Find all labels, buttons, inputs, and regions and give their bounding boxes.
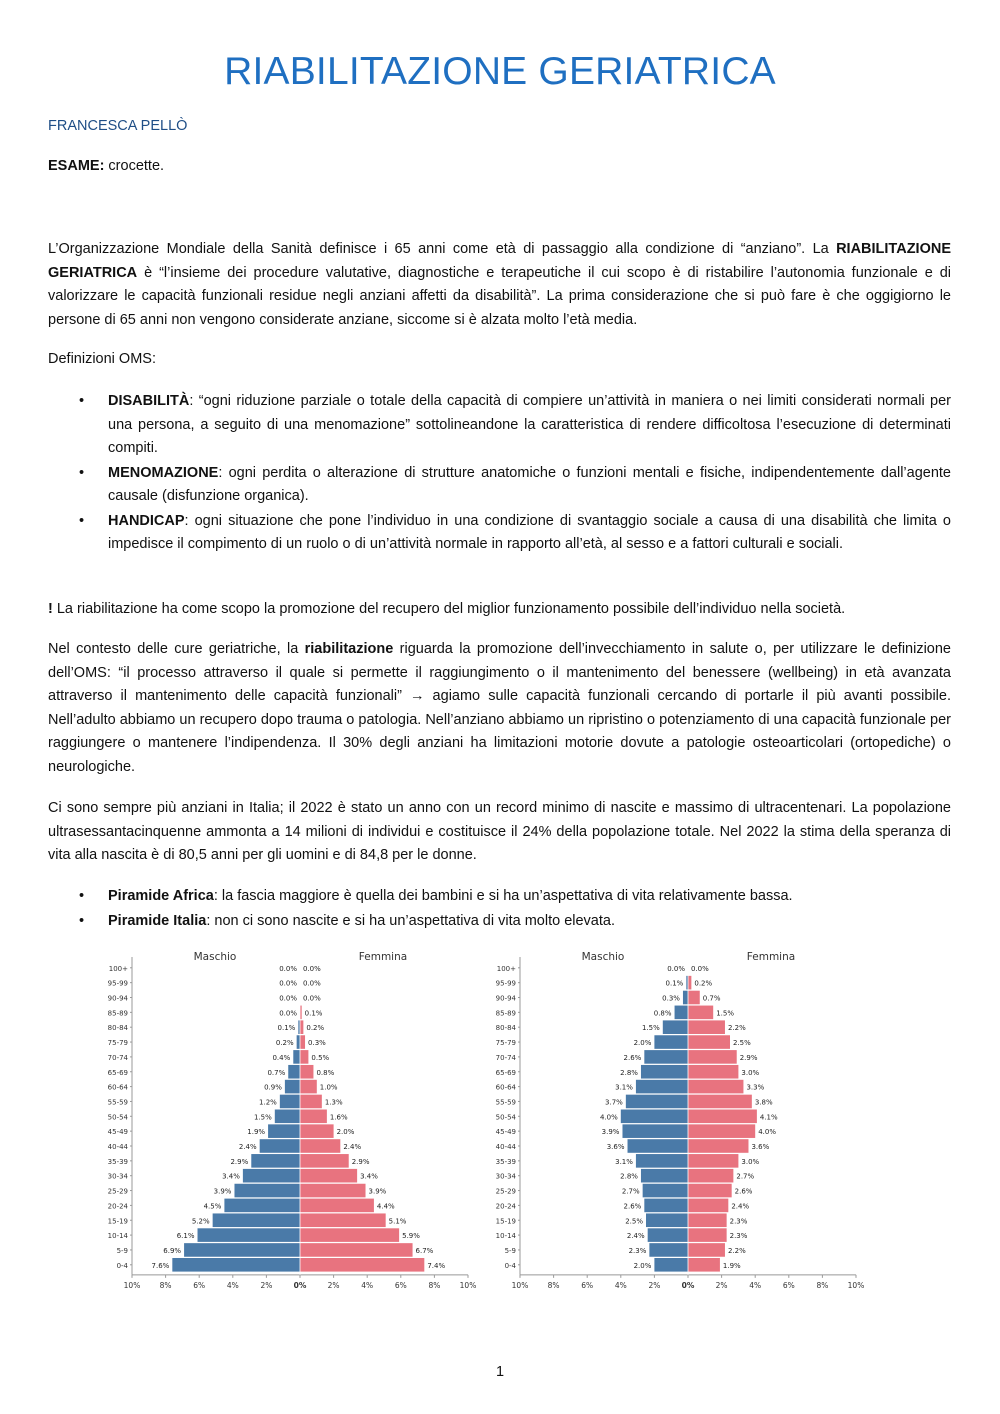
age-tick-label: 5-9 bbox=[504, 1246, 516, 1255]
female-bar bbox=[688, 1169, 733, 1183]
male-value-label: 0.0% bbox=[279, 994, 297, 1003]
male-bar bbox=[648, 1228, 688, 1242]
female-bar bbox=[688, 991, 700, 1005]
female-value-label: 2.5% bbox=[733, 1039, 751, 1048]
female-value-label: 2.3% bbox=[729, 1232, 748, 1241]
male-value-label: 2.5% bbox=[625, 1217, 643, 1226]
female-value-label: 0.0% bbox=[691, 964, 709, 973]
female-value-label: 4.1% bbox=[759, 1113, 778, 1122]
definition-term: DISABILITÀ bbox=[108, 393, 190, 409]
female-value-label: 3.8% bbox=[754, 1098, 773, 1107]
female-bar bbox=[688, 1006, 713, 1020]
female-value-label: 3.3% bbox=[746, 1083, 765, 1092]
female-value-label: 3.6% bbox=[751, 1143, 770, 1151]
male-value-label: 4.5% bbox=[203, 1202, 222, 1211]
context-text-1: Nel contesto delle cure geriatriche, la bbox=[48, 641, 305, 657]
age-tick-label: 45-49 bbox=[495, 1128, 516, 1137]
bullet-icon: • bbox=[79, 464, 85, 481]
x-tick-label: 6% bbox=[581, 1280, 594, 1290]
bullet-icon: • bbox=[79, 512, 85, 529]
age-tick-label: 0-4 bbox=[504, 1261, 516, 1270]
female-value-label: 0.1% bbox=[304, 1009, 323, 1018]
note-text: La riabilitazione ha come scopo la promozione del recupero del miglior funzionamento possibile dell’individuo nella società. bbox=[52, 601, 846, 617]
age-tick-label: 25-29 bbox=[107, 1187, 128, 1196]
x-tick-label: 6% bbox=[394, 1280, 407, 1290]
pyramid-item bbox=[48, 910, 951, 934]
female-value-label: 2.2% bbox=[727, 1246, 746, 1255]
legend-male-label: Maschio bbox=[193, 951, 237, 963]
definitions-list bbox=[48, 390, 951, 558]
male-bar bbox=[626, 1095, 688, 1109]
age-tick-label: 50-54 bbox=[495, 1113, 516, 1122]
female-value-label: 1.0% bbox=[319, 1083, 338, 1092]
bullet-icon: • bbox=[79, 912, 85, 929]
male-bar bbox=[224, 1199, 300, 1213]
x-tick-label: 6% bbox=[193, 1280, 206, 1290]
male-value-label: 2.0% bbox=[633, 1039, 652, 1048]
female-value-label: 3.0% bbox=[741, 1068, 760, 1077]
female-bar bbox=[688, 1035, 730, 1049]
x-tick-label: 4% bbox=[749, 1280, 762, 1290]
age-tick-label: 70-74 bbox=[495, 1053, 516, 1062]
age-tick-label: 40-44 bbox=[495, 1143, 516, 1151]
female-value-label: 1.3% bbox=[324, 1098, 343, 1107]
age-tick-label: 95-99 bbox=[495, 979, 516, 988]
definition-text: : “ogni riduzione parziale o totale della capacità di compiere un’attività in maniera o nei limiti considerati normali per una persona, a seguito di una menomazione” sottolineandone la caratteristica di rendere difficoltosa l’esecuzione di determinati compiti. bbox=[108, 393, 951, 456]
age-tick-label: 10-14 bbox=[107, 1232, 128, 1241]
female-bar bbox=[300, 1124, 334, 1138]
female-bar bbox=[300, 1050, 308, 1064]
definition-term: MENOMAZIONE bbox=[108, 464, 219, 481]
male-bar bbox=[644, 1199, 688, 1213]
female-bar bbox=[300, 1035, 305, 1049]
x-tick-label: 2% bbox=[327, 1280, 340, 1290]
male-value-label: 3.4% bbox=[222, 1172, 240, 1181]
male-bar bbox=[654, 1035, 688, 1049]
female-bar bbox=[688, 1258, 720, 1272]
male-bar bbox=[641, 1169, 688, 1183]
exam-text: crocette. bbox=[104, 158, 165, 174]
definitions-heading: Definizioni OMS: bbox=[48, 351, 156, 367]
female-bar bbox=[300, 1169, 357, 1183]
male-value-label: 5.2% bbox=[191, 1217, 210, 1226]
male-value-label: 6.9% bbox=[163, 1246, 182, 1255]
male-value-label: 3.6% bbox=[606, 1143, 625, 1151]
female-bar bbox=[688, 1184, 732, 1198]
male-value-label: 2.4% bbox=[626, 1232, 645, 1241]
x-tick-label: 2% bbox=[648, 1280, 661, 1290]
male-value-label: 2.7% bbox=[621, 1187, 640, 1196]
male-value-label: 0.2% bbox=[275, 1039, 294, 1048]
female-value-label: 0.3% bbox=[308, 1039, 326, 1048]
exam-line bbox=[48, 158, 164, 174]
female-bar bbox=[688, 1139, 748, 1153]
male-value-label: 0.1% bbox=[665, 979, 684, 988]
male-bar bbox=[285, 1080, 300, 1094]
context-paragraph bbox=[48, 638, 951, 779]
age-tick-label: 80-84 bbox=[107, 1024, 128, 1033]
bullet-icon: • bbox=[79, 393, 85, 409]
male-value-label: 3.1% bbox=[615, 1157, 633, 1166]
female-value-label: 0.5% bbox=[311, 1053, 330, 1062]
male-value-label: 0.0% bbox=[279, 1009, 297, 1018]
female-bar bbox=[688, 1095, 752, 1109]
male-bar bbox=[234, 1184, 300, 1198]
female-bar bbox=[688, 1213, 727, 1227]
male-bar bbox=[260, 1139, 300, 1153]
age-tick-label: 95-99 bbox=[107, 979, 128, 988]
male-value-label: 0.0% bbox=[279, 964, 297, 973]
female-value-label: 6.7% bbox=[415, 1246, 434, 1255]
x-tick-label: 10% bbox=[511, 1280, 529, 1290]
female-bar bbox=[688, 1228, 727, 1242]
female-bar bbox=[300, 1065, 313, 1079]
female-value-label: 0.0% bbox=[303, 964, 321, 973]
male-value-label: 1.9% bbox=[247, 1128, 266, 1137]
age-tick-label: 15-19 bbox=[107, 1217, 128, 1226]
female-bar bbox=[300, 1095, 322, 1109]
male-bar bbox=[280, 1095, 300, 1109]
male-value-label: 0.3% bbox=[662, 994, 680, 1003]
female-value-label: 2.9% bbox=[739, 1053, 758, 1062]
male-bar bbox=[663, 1020, 688, 1034]
age-tick-label: 75-79 bbox=[107, 1039, 128, 1048]
note-mark: ! bbox=[48, 601, 53, 617]
male-value-label: 3.7% bbox=[605, 1098, 623, 1107]
definition-item bbox=[48, 390, 951, 461]
female-value-label: 0.2% bbox=[306, 1024, 325, 1033]
legend-female-label: Femmina bbox=[746, 951, 796, 963]
male-value-label: 2.0% bbox=[633, 1261, 652, 1270]
x-tick-label: 0% bbox=[293, 1280, 307, 1290]
female-value-label: 2.9% bbox=[351, 1157, 370, 1166]
female-bar bbox=[688, 1020, 725, 1034]
age-tick-label: 90-94 bbox=[107, 994, 128, 1003]
male-bar bbox=[644, 1050, 688, 1064]
male-value-label: 3.9% bbox=[213, 1187, 232, 1196]
age-tick-label: 50-54 bbox=[107, 1113, 128, 1122]
definition-term: HANDICAP bbox=[108, 512, 185, 529]
age-tick-label: 10-14 bbox=[495, 1232, 516, 1241]
female-bar bbox=[688, 1080, 743, 1094]
age-tick-label: 45-49 bbox=[107, 1128, 128, 1137]
intro-text-2: è “l’insieme dei procedure valutative, diagnostiche e terapeutiche il cui scopo è di ristabilire l’autonomia funzionale e di valorizzare le capacità funzionali residue negli anziani affetti da disabilità”. La prima considerazione che si può fare è che oggigiorno le persone di 65 anni non vengono considerate anziane, siccome si è alzata molto l’età media. bbox=[48, 264, 951, 328]
female-bar bbox=[688, 1199, 728, 1213]
exam-label: ESAME: bbox=[48, 158, 105, 174]
age-tick-label: 60-64 bbox=[495, 1083, 516, 1092]
x-tick-label: 10% bbox=[459, 1280, 477, 1290]
male-bar bbox=[184, 1243, 300, 1257]
male-bar bbox=[293, 1050, 300, 1064]
age-tick-label: 75-79 bbox=[495, 1039, 516, 1048]
page-number: 1 bbox=[495, 1364, 505, 1380]
definition-text: : ogni situazione che pone l’individuo in una condizione di svantaggio sociale a causa di una disabilità che limita o impedisce il compimento di un ruolo o di un’attività normale in rapporto all’età, al sesso e a fattori culturali e sociali. bbox=[108, 512, 951, 552]
legend-male-label: Maschio bbox=[581, 951, 625, 963]
male-bar bbox=[675, 1006, 688, 1020]
female-value-label: 3.9% bbox=[368, 1187, 387, 1196]
x-tick-label: 8% bbox=[547, 1280, 560, 1290]
female-bar bbox=[688, 1124, 755, 1138]
age-tick-label: 70-74 bbox=[107, 1053, 128, 1062]
bullet-icon: • bbox=[79, 888, 85, 904]
age-tick-label: 90-94 bbox=[495, 994, 516, 1003]
pyramid-text: : la fascia maggiore è quella dei bambini e si ha un’aspettativa di vita relativamente bassa. bbox=[213, 888, 793, 904]
age-tick-label: 30-34 bbox=[495, 1172, 516, 1181]
male-value-label: 2.6% bbox=[623, 1053, 642, 1062]
pyramid-term: Piramide Africa bbox=[108, 888, 214, 904]
female-bar bbox=[300, 1228, 399, 1242]
pyramid-item bbox=[48, 885, 951, 909]
male-bar bbox=[198, 1228, 300, 1242]
male-value-label: 2.4% bbox=[238, 1143, 257, 1151]
male-bar bbox=[297, 1035, 300, 1049]
male-bar bbox=[268, 1124, 300, 1138]
male-bar bbox=[683, 991, 688, 1005]
male-value-label: 0.7% bbox=[267, 1068, 286, 1077]
female-value-label: 0.0% bbox=[303, 994, 321, 1003]
male-bar bbox=[621, 1110, 688, 1124]
x-tick-label: 4% bbox=[361, 1280, 374, 1290]
age-tick-label: 30-34 bbox=[107, 1172, 128, 1181]
male-bar bbox=[172, 1258, 300, 1272]
age-tick-label: 55-59 bbox=[495, 1098, 516, 1107]
female-value-label: 4.4% bbox=[376, 1202, 395, 1211]
female-value-label: 0.0% bbox=[303, 979, 321, 988]
age-tick-label: 80-84 bbox=[495, 1024, 516, 1033]
pyramid-term: Piramide Italia bbox=[108, 912, 207, 929]
male-value-label: 0.0% bbox=[667, 964, 685, 973]
male-bar bbox=[275, 1110, 300, 1124]
pyramids-list bbox=[48, 885, 951, 934]
x-tick-label: 8% bbox=[816, 1280, 829, 1290]
x-tick-label: 4% bbox=[226, 1280, 239, 1290]
x-tick-label: 8% bbox=[159, 1280, 172, 1290]
male-bar bbox=[636, 1080, 688, 1094]
context-text-2: riguarda la promozione dell’invecchiamento in salute o, per utilizzare le definizione dell’OMS: “il processo attraverso il quale si permette il raggiungimento o il mantenimento del benessere (wellbeing) in età avanzata attraverso il mantenimento delle capacità funzionali” → agiamo sulle capacità funzionali cercando di portarle il più avanti possibile. Nell’adulto abbiamo un recupero dopo trauma o patologia. Nell’anziano abbiamo un ripristino o potenziamento di una capacità funzionale per raggiungere o mantenere l’indipendenza. Il 30% degli anziani ha limitazioni motorie dovute a patologie osteoarticolari (ortopediche) o neurologiche. bbox=[48, 641, 951, 775]
male-bar bbox=[643, 1184, 688, 1198]
female-value-label: 1.6% bbox=[329, 1113, 348, 1122]
pyramid-chart-africa bbox=[107, 945, 490, 1290]
female-value-label: 5.1% bbox=[388, 1217, 407, 1226]
male-value-label: 1.2% bbox=[259, 1098, 277, 1107]
age-tick-label: 65-69 bbox=[495, 1068, 516, 1077]
female-bar bbox=[300, 1199, 374, 1213]
male-value-label: 2.6% bbox=[623, 1202, 642, 1211]
x-tick-label: 10% bbox=[123, 1280, 141, 1290]
male-value-label: 1.5% bbox=[642, 1024, 660, 1033]
female-bar bbox=[300, 1110, 327, 1124]
pyramid-text: : non ci sono nascite e si ha un’aspettativa di vita molto elevata. bbox=[206, 912, 615, 929]
female-value-label: 5.9% bbox=[402, 1232, 420, 1241]
age-tick-label: 5-9 bbox=[116, 1246, 128, 1255]
intro-text-1: L’Organizzazione Mondiale della Sanità definisce i 65 anni come età di passaggio alla condizione di “anziano”. La bbox=[48, 241, 837, 257]
male-value-label: 3.1% bbox=[615, 1083, 633, 1092]
male-bar bbox=[654, 1258, 688, 1272]
male-value-label: 0.8% bbox=[653, 1009, 672, 1018]
age-tick-label: 0-4 bbox=[116, 1261, 128, 1270]
male-bar bbox=[649, 1243, 688, 1257]
italy-paragraph: Ci sono sempre più anziani in Italia; il 2022 è stato un anno con un record minimo di nascite e massimo di ultracentenari. La popolazione ultrasessantacinquenne ammonta a 14 milioni di individui e costituisce il 24% della popolazione totale. Nel 2022 la stima della speranza di vita alla nascita è di 80,5 anni per gli uomini e di 84,8 per le donne. bbox=[48, 800, 951, 863]
male-bar bbox=[243, 1169, 300, 1183]
male-value-label: 2.3% bbox=[628, 1246, 647, 1255]
x-tick-label: 6% bbox=[782, 1280, 795, 1290]
male-bar bbox=[622, 1124, 688, 1138]
x-tick-label: 0% bbox=[681, 1280, 695, 1290]
female-value-label: 2.4% bbox=[343, 1143, 362, 1151]
x-tick-label: 2% bbox=[715, 1280, 728, 1290]
age-tick-label: 40-44 bbox=[107, 1143, 128, 1151]
male-bar bbox=[636, 1154, 688, 1168]
age-tick-label: 15-19 bbox=[495, 1217, 516, 1226]
male-bar bbox=[628, 1139, 688, 1153]
male-bar bbox=[288, 1065, 300, 1079]
female-bar bbox=[688, 1154, 738, 1168]
definition-item bbox=[48, 462, 951, 509]
male-bar bbox=[213, 1213, 300, 1227]
female-value-label: 3.4% bbox=[360, 1172, 378, 1181]
female-value-label: 2.7% bbox=[736, 1172, 755, 1181]
pyramid-chart-italia bbox=[495, 945, 878, 1290]
female-value-label: 0.7% bbox=[702, 994, 721, 1003]
age-tick-label: 20-24 bbox=[495, 1202, 516, 1211]
female-bar bbox=[688, 1110, 757, 1124]
female-bar bbox=[300, 1080, 317, 1094]
x-tick-label: 10% bbox=[847, 1280, 865, 1290]
age-tick-label: 85-89 bbox=[495, 1009, 516, 1018]
female-value-label: 4.0% bbox=[758, 1128, 776, 1137]
female-bar bbox=[688, 976, 691, 990]
female-value-label: 2.0% bbox=[336, 1128, 355, 1137]
age-tick-label: 35-39 bbox=[495, 1157, 516, 1166]
female-bar bbox=[300, 1258, 424, 1272]
age-tick-label: 20-24 bbox=[107, 1202, 128, 1211]
female-bar bbox=[300, 1243, 413, 1257]
document-title: RIABILITAZIONE GERIATRICA bbox=[224, 50, 776, 93]
female-value-label: 7.4% bbox=[427, 1261, 446, 1270]
male-value-label: 1.5% bbox=[254, 1113, 272, 1122]
male-bar bbox=[641, 1065, 688, 1079]
female-bar bbox=[688, 1243, 725, 1257]
male-value-label: 0.9% bbox=[264, 1083, 282, 1092]
definition-item bbox=[48, 510, 951, 557]
male-value-label: 0.0% bbox=[279, 979, 297, 988]
male-value-label: 3.9% bbox=[601, 1128, 620, 1137]
intro-paragraph bbox=[48, 238, 951, 332]
age-tick-label: 100+ bbox=[496, 964, 516, 973]
x-tick-label: 2% bbox=[260, 1280, 273, 1290]
note-paragraph bbox=[48, 598, 951, 622]
male-bar bbox=[251, 1154, 300, 1168]
female-value-label: 2.6% bbox=[734, 1187, 753, 1196]
age-tick-label: 25-29 bbox=[495, 1187, 516, 1196]
female-bar bbox=[300, 1139, 340, 1153]
male-value-label: 4.0% bbox=[600, 1113, 618, 1122]
definition-text: : ogni perdita o alterazione di strutture anatomiche o funzioni mentali e fisiche, indipendentemente dall’agente causale (disfunzione organica). bbox=[108, 464, 951, 504]
female-bar bbox=[688, 1050, 737, 1064]
female-bar bbox=[300, 1213, 386, 1227]
female-bar bbox=[300, 1020, 303, 1034]
male-value-label: 2.9% bbox=[230, 1157, 249, 1166]
x-tick-label: 4% bbox=[614, 1280, 627, 1290]
age-tick-label: 100+ bbox=[108, 964, 128, 973]
author-name: FRANCESCA PELLÒ bbox=[48, 118, 188, 134]
female-bar bbox=[300, 1154, 349, 1168]
context-bold-term: riabilitazione bbox=[304, 641, 394, 657]
female-value-label: 0.2% bbox=[694, 979, 713, 988]
male-value-label: 6.1% bbox=[176, 1232, 195, 1241]
female-value-label: 1.5% bbox=[716, 1009, 734, 1018]
male-value-label: 0.4% bbox=[272, 1053, 291, 1062]
female-value-label: 2.3% bbox=[729, 1217, 748, 1226]
female-value-label: 1.9% bbox=[722, 1261, 741, 1270]
age-tick-label: 60-64 bbox=[107, 1083, 128, 1092]
age-tick-label: 55-59 bbox=[107, 1098, 128, 1107]
female-bar bbox=[688, 1065, 738, 1079]
male-value-label: 2.8% bbox=[620, 1068, 638, 1077]
male-value-label: 7.6% bbox=[151, 1261, 170, 1270]
male-bar bbox=[646, 1213, 688, 1227]
age-tick-label: 65-69 bbox=[107, 1068, 128, 1077]
female-bar bbox=[300, 1184, 366, 1198]
female-value-label: 2.4% bbox=[731, 1202, 750, 1211]
age-tick-label: 35-39 bbox=[107, 1157, 128, 1166]
age-tick-label: 85-89 bbox=[107, 1009, 128, 1018]
female-value-label: 0.8% bbox=[316, 1068, 335, 1077]
male-value-label: 2.8% bbox=[620, 1172, 638, 1181]
male-value-label: 0.1% bbox=[277, 1024, 296, 1033]
female-value-label: 2.2% bbox=[727, 1024, 746, 1033]
intro-bold-term: RIABILITAZIONE GERIATRICA bbox=[48, 241, 951, 281]
legend-female-label: Femmina bbox=[358, 951, 408, 963]
female-value-label: 3.0% bbox=[741, 1157, 760, 1166]
x-tick-label: 8% bbox=[428, 1280, 441, 1290]
